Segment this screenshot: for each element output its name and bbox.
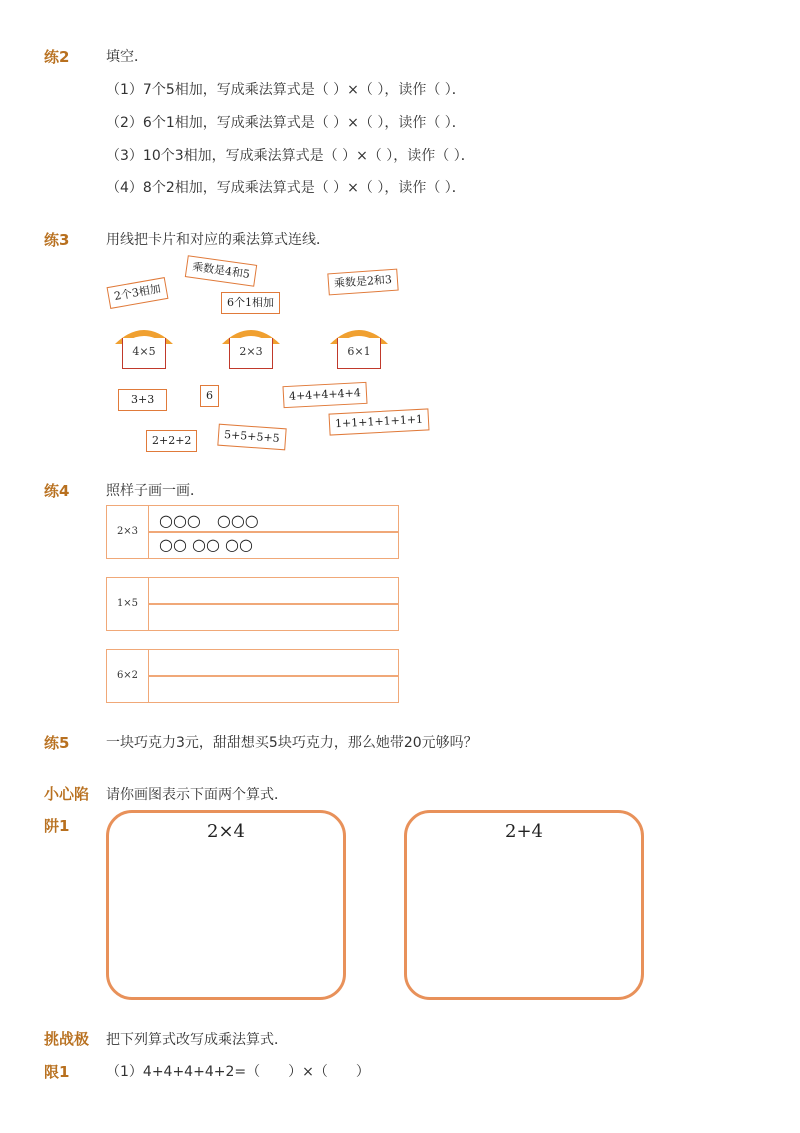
card-4-plus-4-plus-4-plus-4-plus-4[interactable]: 4+4+4+4+4 [282, 382, 367, 408]
house-2x3[interactable] [220, 322, 282, 372]
challenge-item-1: （1）4+4+4+4+2=（ ）×（ ） [106, 1064, 370, 1080]
challenge-label-line1: 挑战极 [44, 1030, 90, 1048]
ex3-label: 练3 [44, 231, 70, 249]
ex2-label: 练2 [44, 48, 70, 66]
draw-grid-1x5[interactable] [106, 577, 399, 631]
card-5-plus-5-plus-5-plus-5[interactable]: 5+5+5+5 [217, 424, 286, 451]
card-2-plus-2-plus-2[interactable]: 2+2+2 [146, 430, 197, 452]
card-factors-2-and-3[interactable]: 乘数是2和3 [327, 269, 398, 296]
card-6-groups-of-1[interactable]: 6个1相加 [221, 292, 280, 314]
challenge-label-line2: 限1 [44, 1063, 70, 1081]
house-expression: 6×1 [337, 338, 381, 369]
ex5-label: 练5 [44, 734, 70, 752]
card-1-plus-1-repeated[interactable]: 1+1+1+1+1+1 [328, 408, 429, 435]
box-expression: 2+4 [505, 821, 543, 842]
challenge-title: 把下列算式改写成乘法算式． [106, 1032, 288, 1048]
ex2-item-3: （3）10个3相加，写成乘法算式是（ ）×（ ），读作（ ）． [106, 148, 475, 164]
card-2-groups-of-3[interactable]: 2个3相加 [107, 277, 169, 309]
ex4-label: 练4 [44, 482, 70, 500]
house-expression: 2×3 [229, 338, 273, 369]
ex2-title: 填空． [106, 49, 148, 65]
ex2-item-1: （1）7个5相加，写成乘法算式是（ ）×（ ），读作（ ）． [106, 82, 466, 98]
card-3-plus-3[interactable]: 3+3 [118, 389, 167, 411]
house-6x1[interactable] [328, 322, 390, 372]
ex4-title: 照样子画一画． [106, 483, 204, 499]
grid-label: 1×5 [116, 598, 139, 609]
ex2-item-4: （4）8个2相加，写成乘法算式是（ ）×（ ），读作（ ）． [106, 180, 466, 196]
ex3-title: 用线把卡片和对应的乘法算式连线． [106, 232, 330, 248]
draw-grid-2x3 [106, 505, 399, 559]
house-expression: 4×5 [122, 338, 166, 369]
box-expression: 2×4 [207, 821, 245, 842]
card-factors-4-and-5[interactable]: 乘数是4和5 [185, 255, 257, 287]
draw-box-2x4[interactable] [106, 810, 346, 1000]
draw-grid-6x2[interactable] [106, 649, 399, 703]
grid-label: 6×2 [116, 670, 139, 681]
grid-label: 2×3 [116, 526, 139, 537]
ex2-item-2: （2）6个1相加，写成乘法算式是（ ）×（ ），读作（ ）． [106, 115, 466, 131]
card-6[interactable]: 6 [200, 385, 219, 407]
sample-circles-top: ○○○ ○○○ [159, 511, 259, 530]
sample-circles-bottom: ○○ ○○ ○○ [159, 535, 253, 554]
trap-label-line2: 阱1 [44, 817, 70, 835]
ex5-question: 一块巧克力3元，甜甜想买5块巧克力，那么她带20元够吗？ [106, 735, 478, 751]
house-4x5[interactable] [113, 322, 175, 372]
trap-title: 请你画图表示下面两个算式． [106, 787, 288, 803]
draw-box-2plus4[interactable] [404, 810, 644, 1000]
trap-label-line1: 小心陷 [44, 785, 90, 803]
